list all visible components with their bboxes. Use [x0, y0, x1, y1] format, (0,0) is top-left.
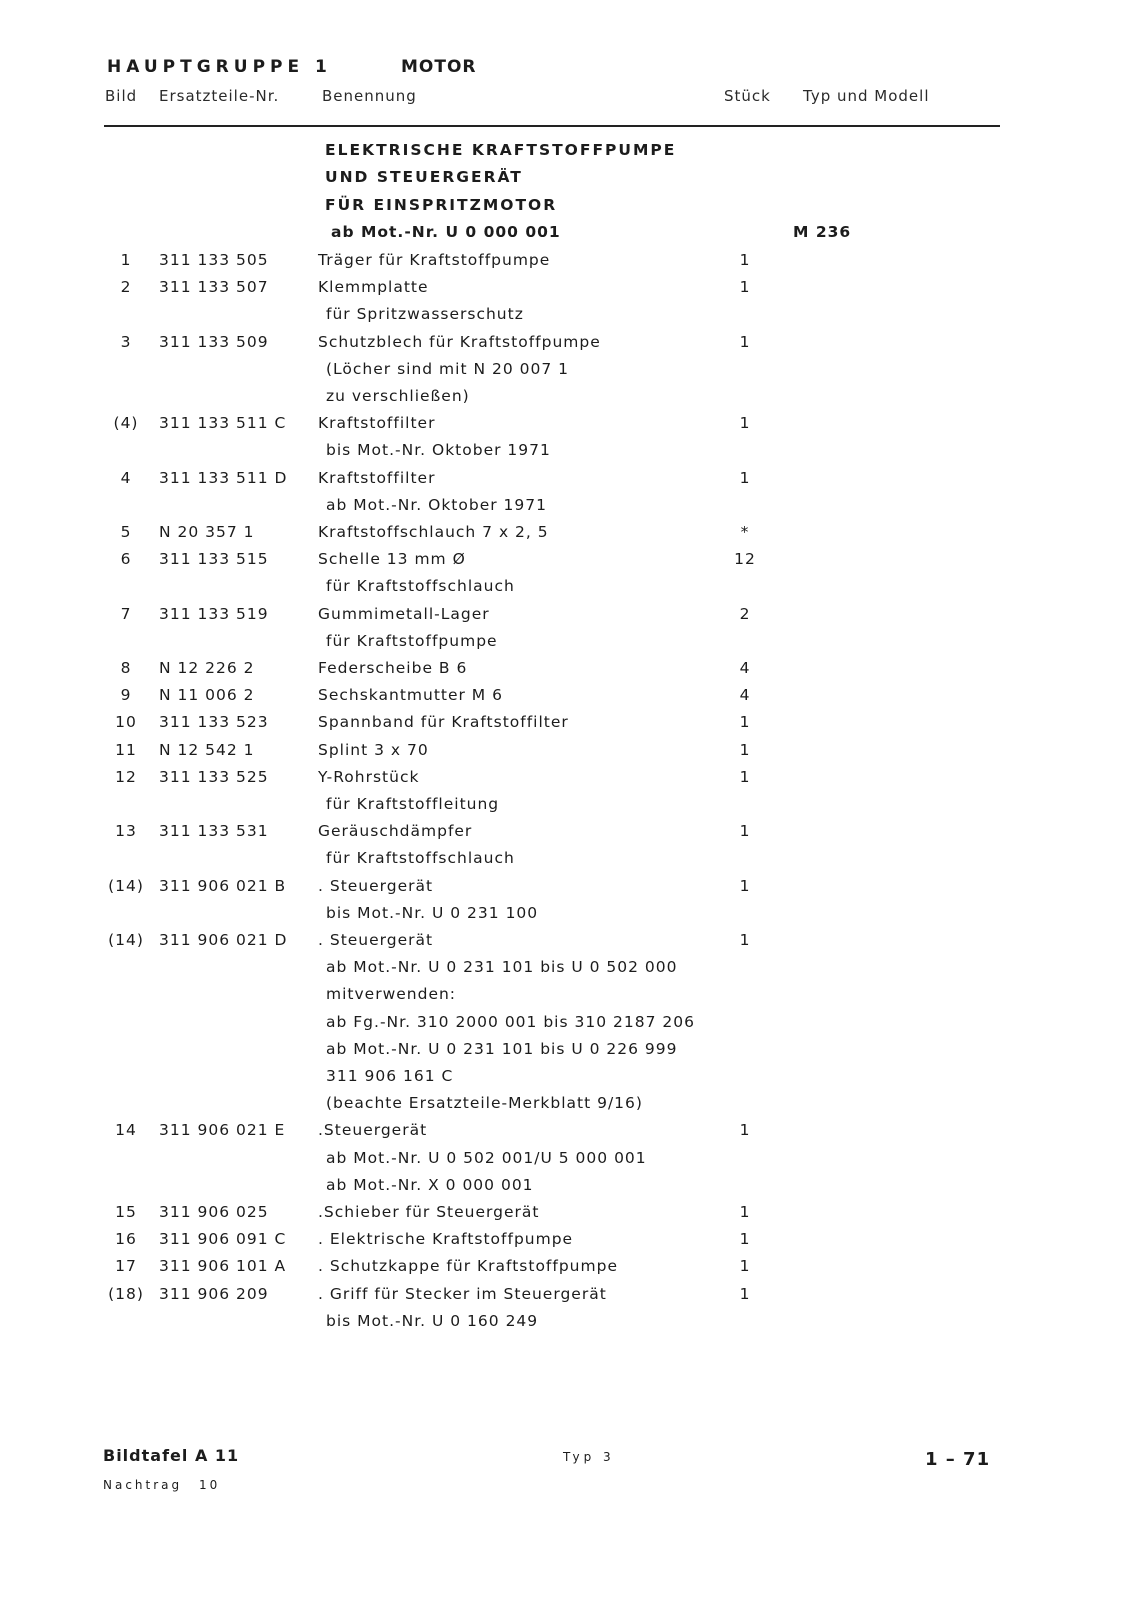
section-title-line-3: FÜR EINSPRITZMOTOR	[325, 196, 558, 214]
part-quantity: 1	[739, 1257, 751, 1276]
part-description: Kraftstoffschlauch 7 x 2, 5	[318, 523, 549, 541]
part-description: Splint 3 x 70	[318, 740, 429, 759]
part-bild-number: (4)	[113, 414, 139, 433]
section-title-line-2: UND STEUERGERÄT	[325, 168, 523, 186]
section-validity: ab Mot.-Nr. U 0 000 001	[331, 223, 561, 241]
part-row	[0, 1121, 1134, 1148]
part-number: 311 133 523	[159, 713, 269, 732]
part-quantity: 1	[739, 822, 751, 841]
part-description: Träger für Kraftstoffpumpe	[318, 251, 551, 269]
supplement-label: Nachtrag	[103, 1478, 183, 1492]
part-bild-number: (18)	[108, 1284, 144, 1303]
column-header-quantity: Stück	[724, 87, 771, 105]
part-note: für Kraftstoffleitung	[326, 795, 500, 813]
part-number: 311 133 507	[159, 278, 269, 297]
part-bild-number: 14	[115, 1121, 137, 1140]
part-description: Sechskantmutter M 6	[318, 686, 503, 705]
part-number: 311 133 511 C	[159, 414, 287, 433]
part-number: N 11 006 2	[159, 686, 255, 705]
part-bild-number: 5	[120, 523, 132, 541]
part-bild-number: 16	[115, 1230, 137, 1249]
part-description: Geräuschdämpfer	[318, 822, 473, 841]
part-note: (Löcher sind mit N 20 007 1	[326, 359, 570, 378]
column-header-type-model: Typ und Modell	[803, 87, 930, 105]
section-title-line-1: ELEKTRISCHE KRAFTSTOFFPUMPE	[325, 141, 677, 159]
part-quantity: 1	[739, 414, 751, 433]
part-description: Schelle 13 mm Ø	[318, 550, 466, 569]
part-description: Kraftstoffilter	[318, 414, 436, 433]
part-description: .Steuergerät	[318, 1121, 428, 1140]
part-quantity: 1	[739, 332, 751, 351]
part-description: . Elektrische Kraftstoffpumpe	[318, 1230, 574, 1249]
part-number: 311 133 519	[159, 604, 269, 623]
part-note: für Spritzwasserschutz	[326, 305, 524, 324]
part-note: mitverwenden:	[326, 985, 457, 1004]
plate-reference	[103, 1446, 239, 1465]
part-row	[0, 1203, 1134, 1230]
part-row	[0, 768, 1134, 795]
part-note: bis Mot.-Nr. U 0 160 249	[326, 1311, 539, 1330]
part-row	[0, 550, 1134, 577]
page-number: 1 – 71	[925, 1449, 991, 1470]
part-row	[0, 686, 1134, 713]
part-bild-number: 6	[120, 550, 132, 569]
part-number: N 12 226 2	[159, 659, 255, 677]
vehicle-type: Typ 3	[563, 1450, 615, 1464]
part-quantity: 1	[739, 1230, 751, 1249]
part-note: 311 906 161 C	[326, 1067, 454, 1085]
part-bild-number: 11	[115, 740, 137, 759]
part-number: 311 133 525	[159, 767, 269, 786]
part-row	[0, 1285, 1134, 1312]
part-description: Gummimetall-Lager	[318, 604, 490, 623]
part-note: für Kraftstoffschlauch	[326, 577, 515, 596]
part-quantity: 1	[739, 468, 751, 487]
part-note: bis Mot.-Nr. U 0 231 100	[326, 903, 539, 922]
part-row	[0, 251, 1134, 278]
part-quantity: 1	[739, 251, 751, 269]
part-number: 311 906 021 E	[159, 1121, 286, 1140]
part-note: ab Fg.-Nr. 310 2000 001 bis 310 2187 206	[326, 1012, 695, 1031]
part-bild-number: 12	[115, 767, 137, 786]
part-row	[0, 877, 1134, 904]
plate-label: Bildtafel	[103, 1446, 189, 1465]
column-header-part-number: Ersatzteile-Nr.	[159, 87, 280, 105]
part-bild-number: 9	[120, 686, 132, 705]
part-quantity: 2	[739, 604, 751, 623]
part-number: 311 133 515	[159, 550, 269, 569]
part-note: (beachte Ersatzteile-Merkblatt 9/16)	[326, 1094, 643, 1113]
part-row	[0, 1230, 1134, 1257]
part-bild-number: 15	[115, 1203, 137, 1221]
part-number: N 20 357 1	[159, 523, 255, 541]
part-note: für Kraftstoffpumpe	[326, 631, 498, 650]
part-quantity: 1	[739, 931, 751, 949]
part-row	[0, 605, 1134, 632]
part-bild-number: 3	[120, 332, 132, 351]
part-note: ab Mot.-Nr. Oktober 1971	[326, 495, 547, 514]
part-description: . Steuergerät	[318, 931, 434, 949]
part-row	[0, 414, 1134, 441]
part-row	[0, 713, 1134, 740]
part-note: für Kraftstoffschlauch	[326, 849, 515, 868]
part-row	[0, 278, 1134, 305]
column-header-bild: Bild	[105, 87, 138, 105]
supplement-reference	[103, 1478, 220, 1492]
part-quantity: 1	[739, 713, 751, 732]
part-note: ab Mot.-Nr. U 0 231 101 bis U 0 226 999	[326, 1039, 678, 1058]
plate-value: A 11	[194, 1446, 240, 1465]
part-number: 311 133 511 D	[159, 468, 288, 487]
part-number: 311 906 101 A	[159, 1257, 287, 1276]
part-description: Federscheibe B 6	[318, 659, 468, 677]
header-divider	[104, 125, 1000, 127]
part-bild-number: 13	[115, 822, 137, 841]
supplement-value: 10	[198, 1478, 221, 1492]
part-bild-number: 4	[120, 468, 132, 487]
part-description: Spannband für Kraftstoffilter	[318, 713, 569, 732]
part-description: . Steuergerät	[318, 876, 434, 895]
part-number: 311 133 531	[159, 822, 269, 841]
part-row	[0, 741, 1134, 768]
part-description: Schutzblech für Kraftstoffpumpe	[318, 332, 601, 351]
part-row	[0, 659, 1134, 686]
part-number: 311 906 091 C	[159, 1230, 287, 1249]
part-quantity: 1	[739, 278, 751, 297]
part-quantity: 4	[739, 659, 751, 677]
part-bild-number: 17	[115, 1257, 137, 1276]
part-bild-number: 2	[120, 278, 132, 297]
part-description: Kraftstoffilter	[318, 468, 436, 487]
model-code: M 236	[793, 223, 852, 241]
column-header-description: Benennung	[322, 87, 417, 105]
part-row	[0, 1257, 1134, 1284]
part-number: 311 906 021 D	[159, 931, 288, 949]
part-number: 311 133 509	[159, 332, 269, 351]
part-quantity: 4	[739, 686, 751, 705]
part-note: ab Mot.-Nr. X 0 000 001	[326, 1175, 534, 1194]
part-quantity: *	[740, 523, 750, 541]
part-quantity: 1	[739, 1121, 751, 1140]
part-row	[0, 523, 1134, 550]
part-bild-number: 7	[120, 604, 132, 623]
part-row	[0, 822, 1134, 849]
part-quantity: 1	[739, 876, 751, 895]
part-row	[0, 469, 1134, 496]
part-quantity: 12	[734, 550, 756, 569]
part-number: 311 906 021 B	[159, 876, 287, 895]
main-group-name: MOTOR	[401, 57, 477, 77]
part-bild-number: 1	[120, 251, 132, 269]
part-quantity: 1	[739, 740, 751, 759]
part-number: 311 133 505	[159, 251, 269, 269]
part-quantity: 1	[739, 1284, 751, 1303]
part-note: zu verschließen)	[326, 387, 470, 405]
part-bild-number: (14)	[108, 876, 144, 895]
main-group-heading: HAUPTGRUPPE 1	[107, 57, 332, 77]
part-number: 311 906 025	[159, 1203, 269, 1221]
part-description: . Schutzkappe für Kraftstoffpumpe	[318, 1257, 618, 1276]
part-quantity: 1	[739, 1203, 751, 1221]
part-number: 311 906 209	[159, 1284, 269, 1303]
part-bild-number: (14)	[108, 931, 144, 949]
part-description: Klemmplatte	[318, 278, 429, 297]
part-number: N 12 542 1	[159, 740, 255, 759]
part-note: ab Mot.-Nr. U 0 502 001/U 5 000 001	[326, 1148, 647, 1167]
part-description: . Griff für Stecker im Steuergerät	[318, 1284, 607, 1303]
part-note: bis Mot.-Nr. Oktober 1971	[326, 441, 551, 460]
part-row	[0, 333, 1134, 360]
part-quantity: 1	[739, 767, 751, 786]
part-note: ab Mot.-Nr. U 0 231 101 bis U 0 502 000	[326, 958, 678, 977]
part-bild-number: 8	[120, 659, 132, 677]
part-description: Y-Rohrstück	[318, 767, 420, 786]
part-description: .Schieber für Steuergerät	[318, 1203, 540, 1221]
part-row	[0, 931, 1134, 958]
part-bild-number: 10	[115, 713, 137, 732]
